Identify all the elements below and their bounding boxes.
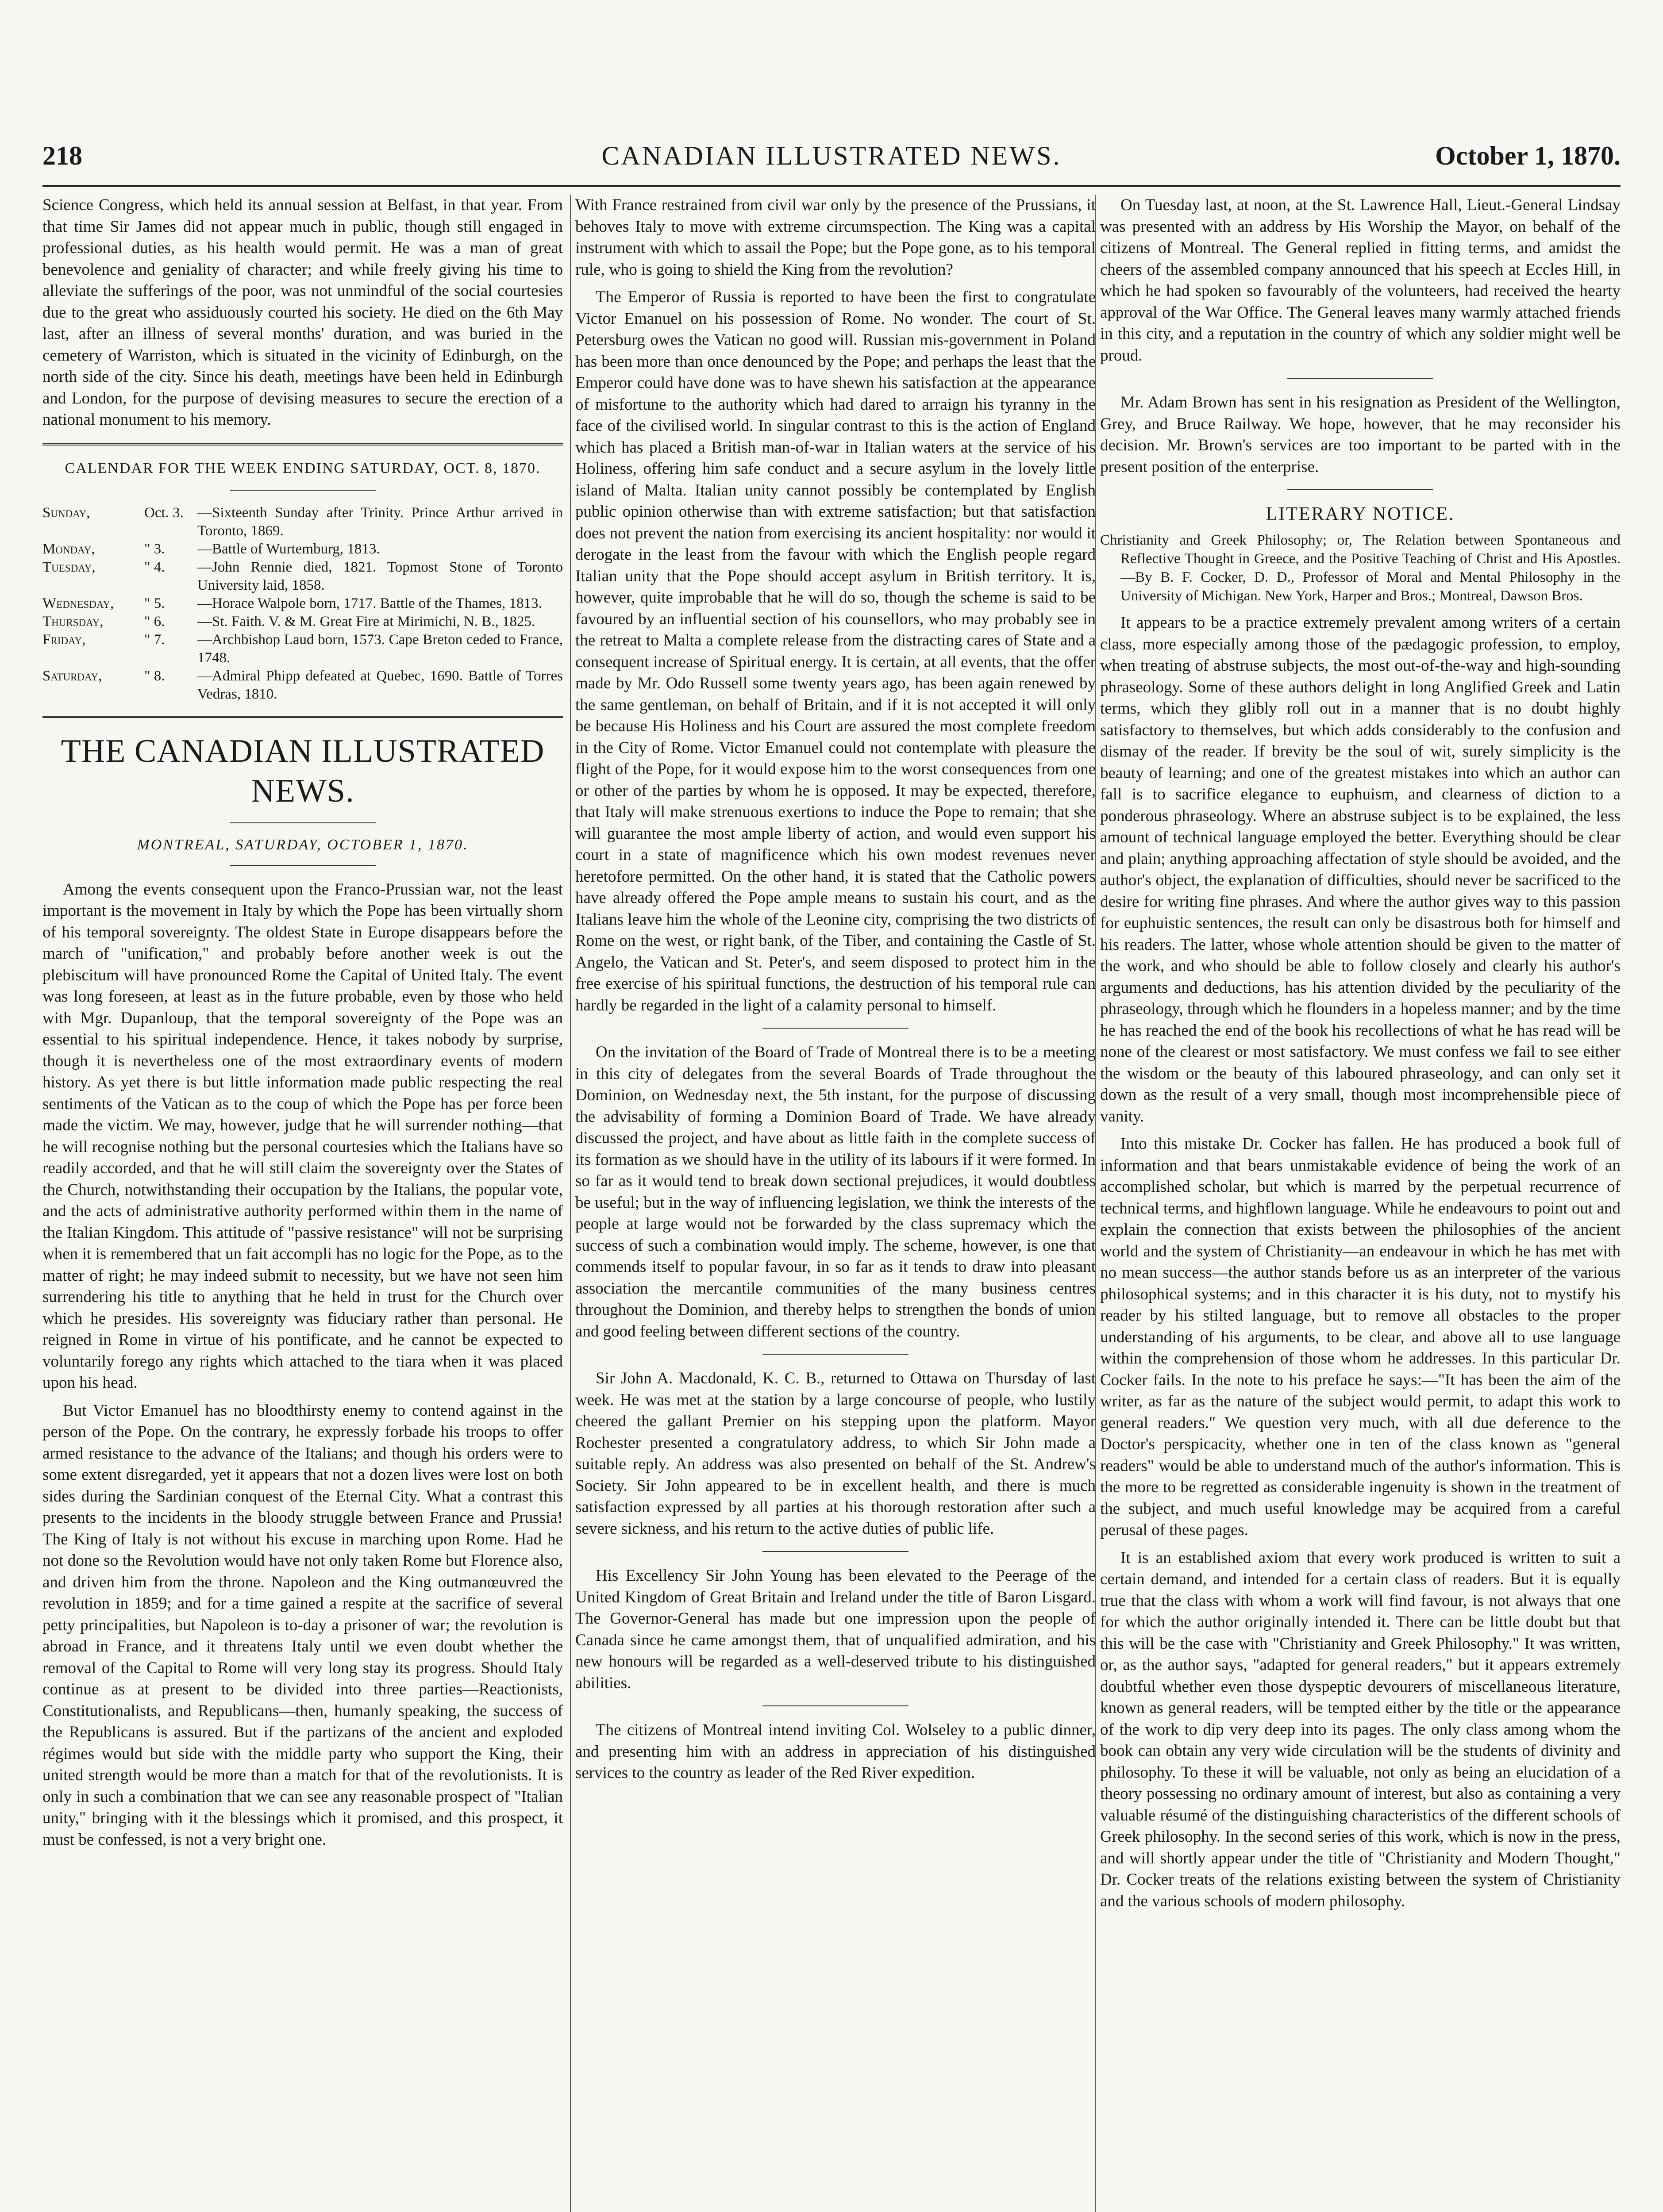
calendar-day: Thursday, [42,613,104,630]
header-rule [42,185,1621,187]
calendar-day: Monday, [42,541,95,557]
article-paragraph: The citizens of Montreal intend inviting Col. Wolseley to a public dinner, and presenting him with an address in appreciation of his distinguished services to the country as leader of the Red River expedition. [575,1721,1096,1782]
page-number: 218 [42,141,82,170]
calendar-row [42,631,563,667]
calendar-event: —Battle of Wurtemburg, 1813. [197,541,380,557]
section-rule [1287,378,1433,379]
calendar-list [42,504,563,703]
obituary-continuation: Science Congress, which held its annual session at Belfast, in that year. From that time Sir James did not appear much in public, though still engaged in professional duties, as his health would permit. He was a man of great benevolence and geniality of character; and while freely giving his time to alleviate the sufferings of the poor, was not unmindful of the social courtesies due to the great who assiduously courted his society. He died on the 6th May last, after an illness of several months' duration, and was buried in the cemetery of Warriston, which is situated in the vicinity of Edinburgh, on the north side of the city. Since his death, meetings have been held in Edinburgh and London, for the purpose of devising measures to secure the erection of a national monument to his memory. [42,196,563,429]
column-2 [575,195,1096,2212]
issue-date: October 1, 1870. [1435,141,1621,170]
calendar-event: —Admiral Phipp defeated at Quebec, 1690. Battle of Torres Vedras, 1810. [197,668,563,702]
section-rule [230,822,375,823]
calendar-day: Tuesday, [42,559,96,575]
calendar-row [42,595,563,613]
running-masthead: CANADIAN ILLUSTRATED NEWS. [601,141,1062,170]
section-rule [1287,489,1433,490]
calendar-day: Friday, [42,631,86,648]
calendar-row [42,667,563,703]
section-rule [42,716,563,718]
section-rule [762,1705,908,1706]
calendar-day: Sunday, [42,504,90,521]
calendar-date: " 7. [144,631,165,648]
article-paragraph: On the invitation of the Board of Trade of Montreal there is to be a meeting in this city of delegates from the several Boards of Trade throughout the Dominion, on Wednesday next, the 5th instant, for the purpose of discussing the advisability of forming a Dominion Board of Trade. We have already discussed the project, and have about as little faith in the complete success of its formation as we should have in the utility of its labours if it were formed. In so far as it would tend to break down sectional prejudices, it would doubtless be useful; but in the way of influencing legislation, we think the interests of the people at large would not be forwarded by the class supremacy which the success of such a combination would imply. The scheme, however, is one that commends itself to popular favour, in so far as it tends to draw into pleasant association the mercantile communities of the many business centres throughout the Dominion, and thereby helps to strengthen the bonds of union and good feeling between different sections of the country. [575,1043,1096,1340]
calendar-day: Wednesday, [42,595,114,611]
calendar-row [42,504,563,540]
section-rule [762,1551,908,1552]
section-rule [230,490,375,491]
paper-title: THE CANADIAN ILLUSTRATED NEWS. [61,733,545,809]
calendar-date: " 4. [144,559,165,575]
calendar-date: " 5. [144,595,165,611]
calendar-title: CALENDAR FOR THE WEEK ENDING SATURDAY, OCT. 8, 1870. [65,460,541,476]
review-paragraph: It appears to be a practice extremely prevalent among writers of a certain class, more especially among those of the pædagogic profession, to employ, when treating of abstruse subjects, the most out-of-the-way and high-sounding phraseology. Some of these authors delight in long Anglified Greek and Latin terms, which they glibly roll out in a manner that is no doubt highly satisfactory to themselves, but which adds considerably to the confusion and dismay of the reader. If brevity be the soul of wit, surely simplicity is the beauty of learning; and one of the greatest mistakes into which an author can fall is to sacrifice elegance to euphuism, and clearness of diction to a ponderous phraseology. Where an abstruse subject is to be explained, the less amount of technical language employed the better. Everything should be clear and plain; anything approaching affectation of style should be avoided, and the author's object, the explanation of difficulties, should never be sacrificed to the desire for writing fine phrases. And where the author gives way to this passion for euphuistic sentences, the result can only be disastrous both for himself and his readers. The latter, whose whole attention should be given to the matter of the work, and who should be able to follow closely and clearly his author's arguments and deductions, has his attention divided by the peculiarity of the phraseology, through which he flounders in a hopeless manner; and by the time he has reached the end of the book his recollections of what he has read will be none of the clearest or most satisfactory. We must confess we fail to see either the wisdom or the beauty of this laboured phraseology, and can only set it down as the result of a very small, though most incomprehensible piece of vanity. [1100,614,1621,1125]
calendar-row [42,558,563,595]
article-paragraph: With France restrained from civil war only by the presence of the Prussians, it behoves Italy to move with extreme circumspection. The King was a capital instrument with which to assail the Pope; but the Pope gone, as to his temporal rule, who is going to shield the King from the revolution? [575,196,1096,279]
section-rule [42,443,563,445]
book-citation: Christianity and Greek Philosophy; or, The Relation between Spontaneous and Reflective Thought in Greece, and the Positive Teaching of Christ and His Apostles.—By B. F. Cocker, D. D., Professor of Moral and Mental Philosophy in the University of Michigan. New York, Harper and Bros.; Montreal, Dawson Bros. [1100,532,1621,604]
calendar-date: " 3. [144,541,165,557]
calendar-event: —Sixteenth Sunday after Trinity. Prince Arthur arrived in Toronto, 1869. [197,504,563,539]
page-header [42,141,1621,187]
section-rule [230,865,375,866]
calendar-row [42,540,563,558]
calendar-row [42,613,563,631]
section-rule [762,1354,908,1355]
dateline: MONTREAL, SATURDAY, OCTOBER 1, 1870. [137,836,469,853]
article-paragraph: The Emperor of Russia is reported to have been the first to congratulate Victor Emanuel on his possession of Rome. No wonder. The court of St. Petersburg owes the Vatican no good will. Russian mis-government in Poland has been more than once denounced by the Pope; and perhaps the least that the Emperor could have done was to have shewn his satisfaction at the appearance of misfortune to the authority which had dared to arraign his tyranny in the face of the civilised world. In singular contrast to this is the action of England which has placed a British man-of-war in Italian waters at the service of his Holiness, offering him safe conduct and a secure asylum in the lovely little island of Malta. Italian unity cannot possibly be contemplated by English public opinion otherwise than with extreme satisfaction; but that satisfaction does not prevent the nation from exercising its ancient hospitality: nor would it derogate in the least from the favour with which the English people regard Italian unity that the Pope should accept asylum in British territory. It is, however, quite improbable that he will do so, though the scheme is said to be favoured by an influential section of his counsellors, who may probably see in the retreat to Malta a complete release from the distracting cares of State and a consequent increase of Spiritual energy. It is certain, at all events, that the offer made by Mr. Odo Russell some twenty years ago, has been again renewed by the same gentleman, on behalf of Britain, and if it is not accepted it will only be because His Holiness and his Court are assured the most complete freedom in the City of Rome. Victor Emanuel could not contemplate with pleasure the flight of the Pope, for it would expose him to the worst consequences from one or other of the parties by whom he is opposed. It may be expected, therefore, that Italy will make strenuous exertions to induce the Pope to remain; that she will guarantee the most ample liberty of action, and would even support his court in a state of magnificence which his own modest revenues never heretofore permitted. On the other hand, it is stated that the Catholic powers have already offered the Pope ample means to sustain his court, and as the Italians leave him the whole of the Leonine city, comprising the two districts of Rome on the west, or right bank, of the Tiber, and containing the Castle of St. Angelo, the Vatican and St. Peter's, and seem disposed to protect him in the free exercise of his spiritual functions, the destruction of his temporal rule can hardly be regarded in the light of a calamity personal to himself. [575,288,1096,1014]
calendar-event: —St. Faith. V. & M. Great Fire at Mirimichi, N. B., 1825. [197,613,535,630]
calendar-event: —Horace Walpole born, 1717. Battle of the Thames, 1813. [197,595,542,611]
calendar-day: Saturday, [42,668,102,684]
article-paragraph: On Tuesday last, at noon, at the St. Lawrence Hall, Lieut.-General Lindsay was presented with an address by His Worship the Mayor, on behalf of the citizens of Montreal. The General replied in fitting terms, and amidst the cheers of the assembled company announced that his speech at Eccles Hill, in which he had spoken so favourably of the volunteers, had received the hearty approval of the War Office. The General leaves many warmly attached friends in this city, and a reputation in the country of which any soldier might well be proud. [1100,196,1621,365]
editorial-paragraph: Among the events consequent upon the Franco-Prussian war, not the least important is the movement in Italy by which the Pope has been virtually shorn of his temporal sovereignty. The oldest State in Europe disappears before the march of "unification," and probably before another week is out the plebiscitum will have pronounced Rome the Capital of United Italy. The event was long foreseen, at least as in the future probable, even by those who held with Mgr. Dupanloup, that the temporal sovereignty of the Pope was an essential to his spiritual independence. Hence, it takes nobody by surprise, though it is nevertheless one of the most extraordinary events of modern history. As yet there is but little information made public respecting the real sentiments of the Vatican as to the coup of which the Pope has per force been made the victim. We may, however, judge that he will surrender nothing—that he will recognise nothing but the personal courtesies which the Italians have so readily accorded, and that he will still claim the sovereignty over the States of the Church, notwithstanding their occupation by the Italians, the popular vote, and the acts of administrative authority performed within them in the name of the Italian Kingdom. This attitude of "passive resistance" will not be surprising when it is remembered that un fait accompli has no logic for the Pope, as to the matter of right; he may indeed submit to necessity, but we have not seen him surrendering his title to anything that he held in trust for the Church over which he presides. His sovereignty was fiduciary rather than personal. He reigned in Rome in virtue of his pontificate, and he cannot be expected to voluntarily forego any rights which attached to the tiara when it was placed upon his head. [42,880,563,1392]
section-title: LITERARY NOTICE. [1266,504,1455,524]
article-paragraph: His Excellency Sir John Young has been elevated to the Peerage of the United Kingdom of Great Britain and Ireland under the title of Baron Lisgard. The Governor-General has made but one impression upon the people of Canada since he came amongst them, that of unqualified admiration, and his new honours will be regarded as a well-deserved tribute to his distinguished abilities. [575,1567,1096,1692]
calendar-date: " 8. [144,668,165,684]
calendar-event: —John Rennie died, 1821. Topmost Stone of Toronto University laid, 1858. [197,559,563,593]
calendar-event: —Archbishop Laud born, 1573. Cape Breton ceded to France, 1748. [197,631,563,666]
article-paragraph: Sir John A. Macdonald, K. C. B., returned to Ottawa on Thursday of last week. He was met at the station by a large concourse of people, who lustily cheered the gallant Premier on his stepping upon the platform. Mayor Rochester presented a congratulatory address, to which Sir John made a suitable reply. An address was also presented on behalf of the St. Andrew's Society. Sir John appeared to be in excellent health, and there is much satisfaction expressed by all parties at his thorough restoration after such a severe sickness, and his return to the active duties of public life. [575,1369,1096,1538]
column-divider [570,195,571,2212]
column-1 [42,195,563,2212]
calendar-date: " 6. [144,613,165,630]
editorial-paragraph: But Victor Emanuel has no bloodthirsty enemy to contend against in the person of the Pope. On the contrary, he expressly forbade his troops to offer armed resistance to the advance of the Italians; and though his orders were to some extent disregarded, yet it appears that not a dozen lives were lost on both sides during the Sardinian conquest of the Eternal City. What a contrast this presents to the incidents in the bloody struggle between France and Prussia! The King of Italy is not without his excuse in marching upon Rome. Had he not done so the Revolution would have not only taken Rome but Florence also, and driven him from the throne. Napoleon and the King outmanœuvred the revolution in 1859; and for a time gained a respite at the sacrifice of several petty principalities, but Napoleon is to-day a prisoner of war; the revolution is abroad in France, and it threatens Italy until we even doubt whether the removal of the Capital to Rome will very long stay its progress. Should Italy continue as at present to be divided into three parties—Reactionists, Constitutionalists, and Republicans—then, humanly speaking, the success of the Republicans is assured. But if the partizans of the ancient and exploded régimes would but side with the middle party who support the King, their united strength would be more than a match for that of the revolutionists. It is only in such a combination that we can see any reasonable prospect of "Italian unity," bringing with it the blessings which it promised, and this prospect, it must be confessed, is not a very bright one. [42,1401,563,1849]
column-3 [1100,195,1621,2212]
calendar-date: Oct. 3. [144,504,184,521]
article-paragraph: Mr. Adam Brown has sent in his resignation as President of the Wellington, Grey, and Bruce Railway. We hope, however, that he may reconsider his decision. Mr. Brown's services are too important to be parted with in the present position of the enterprise. [1100,393,1621,476]
section-rule [762,1028,908,1029]
review-paragraph: Into this mistake Dr. Cocker has fallen. He has produced a book full of information and that bears unmistakable evidence of being the work of an accomplished scholar, but which is marred by the perpetual recurrence of technical terms, and highflown language. While he endeavours to point out and explain the connection that exists between the philosophies of the ancient world and the system of Christianity—an endeavour in which he has met with no mean success—the author stands before us as an interpreter of the various philosophical systems; and in this character it is his duty, not to mystify his reader by his stilted language, but to remove all obstacles to the proper understanding of his arguments, to be clear, and above all to use language within the comprehension of those whom he addresses. In this particular Dr. Cocker fails. In the note to his preface he says:—"It has been the aim of the writer, as far as the nature of the subject would permit, to adapt this work to general readers." We question very much, with all due deference to the Doctor's perspicacity, whether one in ten of the class known as "general readers" would be able to understand much of the author's information. This is the more to be regretted as considerable ingenuity is shown in the treatment of the subject, and much useful knowledge may be acquired from a careful perusal of these pages. [1100,1135,1621,1539]
review-paragraph: It is an established axiom that every work produced is written to suit a certain demand, and intended for a certain class of readers. But it is equally true that the class with whom a work will find favour, is not always that one for which the author originally intended it. There can be little doubt but that this will be the case with "Christianity and Greek Philosophy." It was written, or, as the author says, "adapted for general readers," but it appears extremely doubtful whether even those dyspeptic devourers of miscellaneous literature, known as general readers, will be tempted either by the title or the appearance of the work to dip very deep into its pages. The only class among whom the book can obtain any very wide circulation will be the students of divinity and philosophy. To these it will be valuable, not only as being an elucidation of a theory possessing no ordinary amount of interest, but also as containing a very valuable résumé of the distinguishing characteristics of the different schools of Greek philosophy. In the second series of this work, which is now in the press, and will shortly appear under the title of "Christianity and Modern Thought," Dr. Cocker treats of the relations existing between the system of Christianity and the various schools of modern philosophy. [1100,1548,1621,1910]
